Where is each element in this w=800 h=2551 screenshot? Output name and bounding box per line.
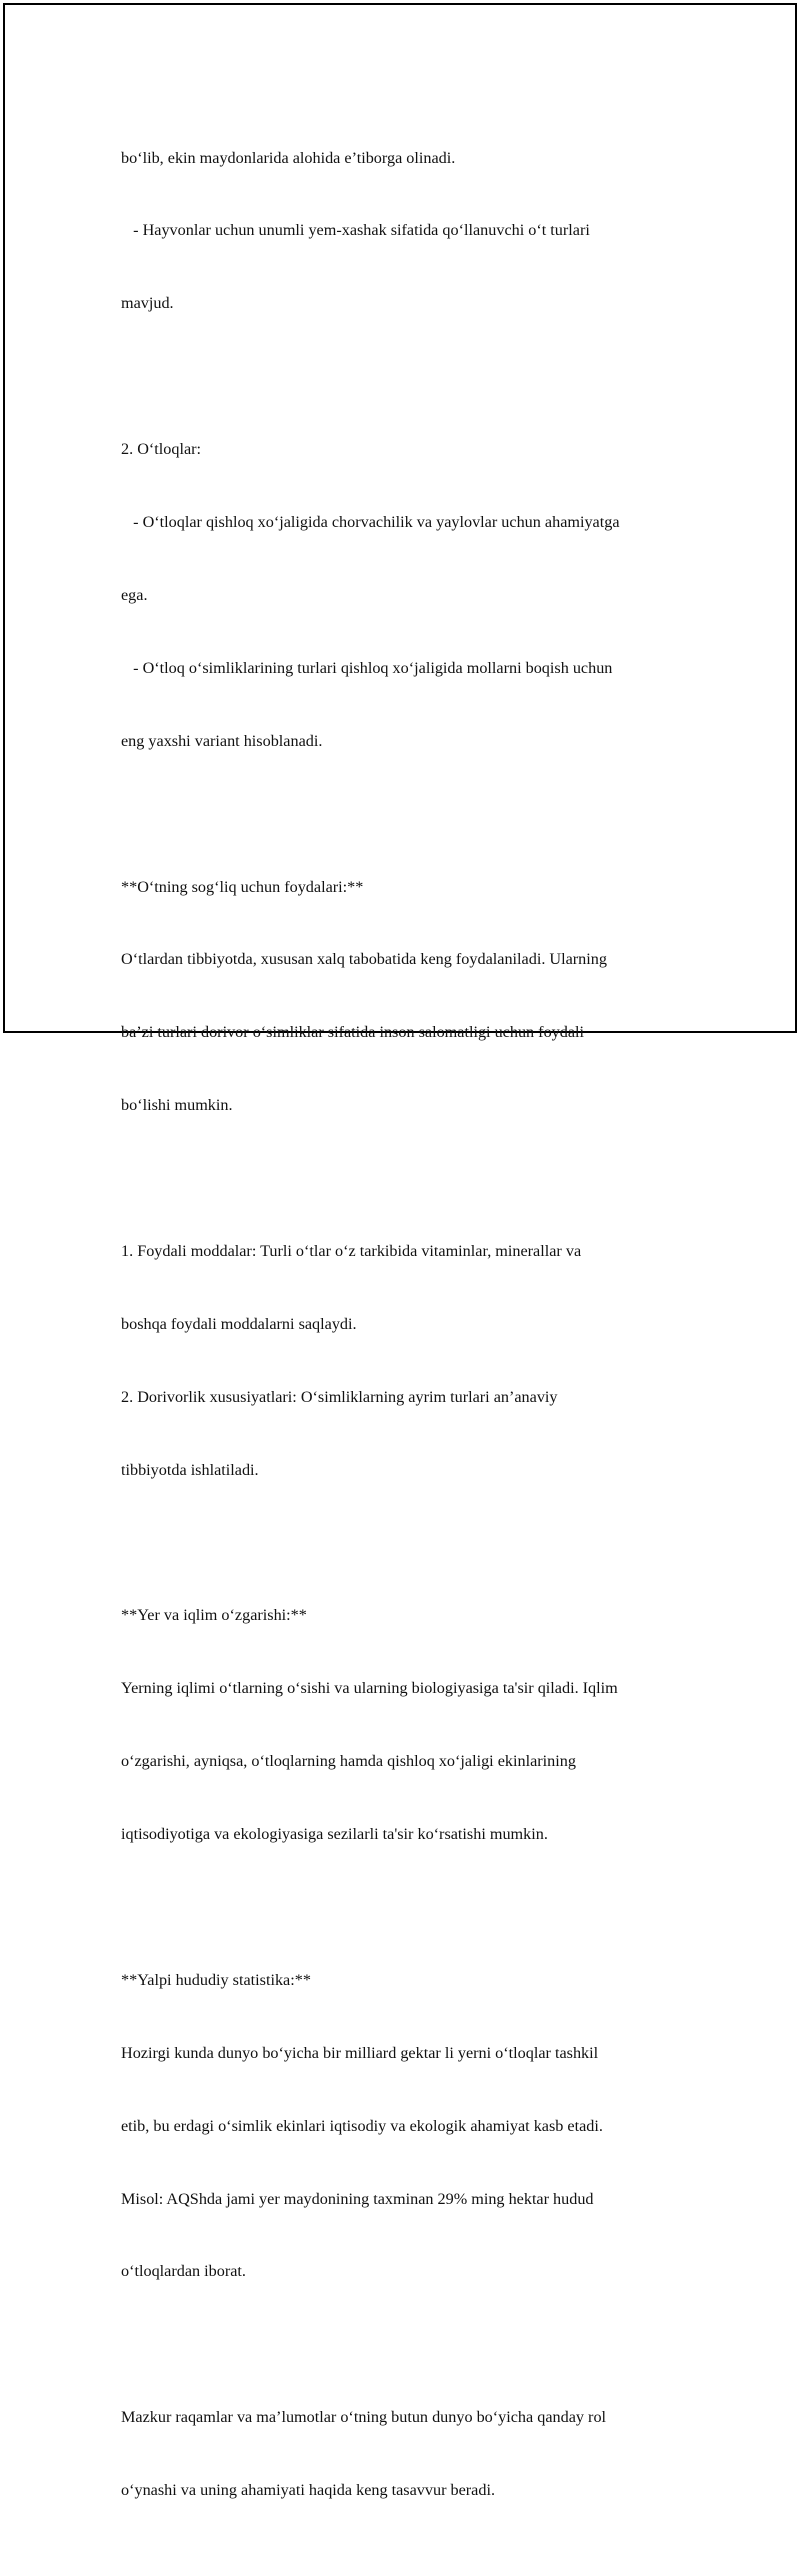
blank-line xyxy=(121,1166,701,1190)
text-line: mavjud. xyxy=(121,294,174,313)
text-line: o‘ynashi va uning ahamiyati haqida keng tasavvur beradi. xyxy=(121,2481,495,2500)
text-line: 1. Foydali moddalar: Turli o‘tlar o‘z tarkibida vitaminlar, minerallar va xyxy=(121,1241,582,1260)
blank-line xyxy=(121,1531,701,1555)
blank-line xyxy=(121,802,701,826)
blank-line xyxy=(121,2332,701,2356)
text-line: o‘tloqlardan iborat. xyxy=(121,2262,246,2281)
section-heading: **Yalpi hududiy statistika:** xyxy=(121,1970,311,1989)
document-body xyxy=(121,97,701,2551)
text-line: bo‘lib, ekin maydonlarida alohida e’tiborga olinadi. xyxy=(121,148,456,167)
text-line: tibbiyotda ishlatiladi. xyxy=(121,1460,259,1479)
text-line: iqtisodiyotiga va ekologiyasiga sezilarli ta'sir ko‘rsatishi mumkin. xyxy=(121,1825,548,1844)
text-line: boshqa foydali moddalarni saqlaydi. xyxy=(121,1314,357,1333)
blank-line xyxy=(121,364,701,388)
text-line: ba’zi turlari dorivor o‘simliklar sifatida inson salomatligi uchun foydali xyxy=(121,1023,585,1042)
blank-line xyxy=(121,1895,701,1919)
text-line: Yerning iqlimi o‘tlarning o‘sishi va ularning biologiyasiga ta'sir qiladi. Iqlim xyxy=(121,1679,618,1698)
section-heading: **O‘tning sog‘liq uchun foydalari:** xyxy=(121,877,364,896)
text-line: o‘zgarishi, ayniqsa, o‘tloqlarning hamda qishloq xo‘jaligi ekinlarining xyxy=(121,1752,576,1771)
text-line: - O‘tloq o‘simliklarining turlari qishloq xo‘jaligida mollarni boqish uchun xyxy=(121,658,613,677)
text-line: etib, bu erdagi o‘simlik ekinlari iqtisodiy va ekologik ahamiyat kasb etadi. xyxy=(121,2116,603,2135)
text-line: Mazkur raqamlar va ma’lumotlar o‘tning butun dunyo bo‘yicha qanday rol xyxy=(121,2408,607,2427)
text-line: - Hayvonlar uchun unumli yem-xashak sifatida qo‘llanuvchi o‘t turlari xyxy=(121,221,590,240)
text-line: ega. xyxy=(121,585,148,604)
text-line: O‘tlardan tibbiyotda, xususan xalq tabobatida keng foydalaniladi. Ularning xyxy=(121,950,607,969)
section-heading: 2. O‘tloqlar: xyxy=(121,440,202,459)
text-line: - O‘tloqlar qishloq xo‘jaligida chorvachilik va yaylovlar uchun ahamiyatga xyxy=(121,513,620,532)
text-line: bo‘lishi mumkin. xyxy=(121,1096,233,1115)
section-heading: **Yer va iqlim o‘zgarishi:** xyxy=(121,1606,307,1625)
text-line: 2. Dorivorlik xususiyatlari: O‘simliklarning ayrim turlari an’anaviy xyxy=(121,1387,558,1406)
text-line: eng yaxshi variant hisoblanadi. xyxy=(121,731,323,750)
text-line: Misol: AQShda jami yer maydonining taxminan 29% ming hektar hudud xyxy=(121,2189,594,2208)
page-frame xyxy=(3,3,797,2500)
text-line: Hozirgi kunda dunyo bo‘yicha bir milliard gektar li yerni o‘tloqlar tashkil xyxy=(121,2043,599,2062)
